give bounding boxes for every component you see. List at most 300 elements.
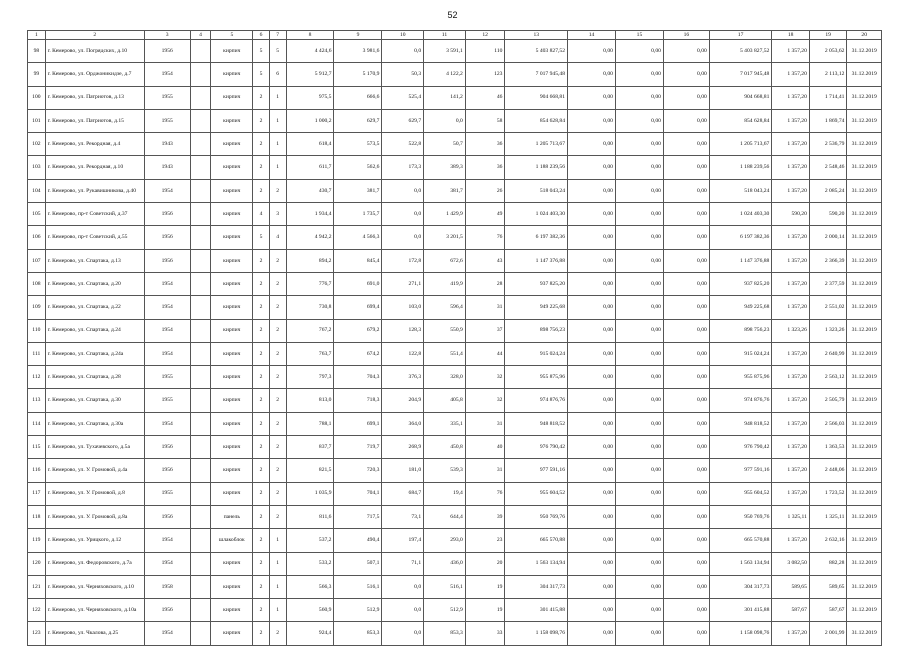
table-cell: 2 053,62 <box>809 40 847 63</box>
table-cell: 0,0 <box>382 599 424 622</box>
table-cell <box>190 505 211 528</box>
table-cell: 854 628,84 <box>709 109 772 132</box>
table-cell <box>190 40 211 63</box>
table-cell: 611,7 <box>286 156 334 179</box>
table-row <box>28 179 882 202</box>
table-cell: г. Кемерово, ул. Орджоникидзе, д.7 <box>45 63 144 86</box>
table-cell: 0,00 <box>663 459 709 482</box>
table-cell: 949 225,68 <box>709 296 772 319</box>
table-cell: 1 869,74 <box>809 109 847 132</box>
table-cell: 949 225,68 <box>505 296 568 319</box>
table-cell: кирпич <box>211 599 253 622</box>
column-header-13: 13 <box>505 31 568 40</box>
table-cell <box>190 529 211 552</box>
table-cell: 629,7 <box>382 109 424 132</box>
table-cell: 0,00 <box>615 226 663 249</box>
table-cell: 2 <box>269 342 286 365</box>
table-cell: 31.12.2019 <box>847 86 882 109</box>
table-cell: 49 <box>465 203 505 226</box>
table-cell: кирпич <box>211 249 253 272</box>
table-cell: 43 <box>465 249 505 272</box>
table-cell <box>190 156 211 179</box>
table-cell: 46 <box>465 86 505 109</box>
table-cell: 2 <box>269 296 286 319</box>
table-cell: 763,7 <box>286 342 334 365</box>
table-cell: 1 325,11 <box>809 505 847 528</box>
table-cell: 2 <box>253 412 270 435</box>
table-cell: 5 170,9 <box>334 63 382 86</box>
table-cell: 31.12.2019 <box>847 203 882 226</box>
table-cell <box>190 342 211 365</box>
table-cell: 0,00 <box>663 505 709 528</box>
page-number: 52 <box>447 10 458 20</box>
table-cell: кирпич <box>211 366 253 389</box>
table-cell: 1958 <box>144 575 190 598</box>
table-cell: 44 <box>465 342 505 365</box>
table-row <box>28 272 882 295</box>
table-cell: 2 <box>253 319 270 342</box>
column-header-2: 2 <box>45 31 144 40</box>
table-cell: 0,00 <box>663 86 709 109</box>
table-cell: 0,00 <box>615 389 663 412</box>
table-cell: 518 043,24 <box>709 179 772 202</box>
table-cell: 36 <box>465 156 505 179</box>
table-cell: 0,00 <box>568 296 616 319</box>
table-cell <box>190 86 211 109</box>
table-cell: 1 <box>269 575 286 598</box>
table-cell: 71,1 <box>382 552 424 575</box>
table-cell: 512,9 <box>334 599 382 622</box>
table-cell: г. Кемерово, ул. Спартака, д.30 <box>45 389 144 412</box>
table-cell: 937 825,20 <box>505 272 568 295</box>
table-cell: кирпич <box>211 459 253 482</box>
table-cell: 566,3 <box>286 575 334 598</box>
table-cell: 2 <box>253 389 270 412</box>
table-cell: панель <box>211 505 253 528</box>
table-cell: 853,3 <box>334 622 382 645</box>
table-cell: 2 366,39 <box>809 249 847 272</box>
table-cell: 699,4 <box>334 296 382 319</box>
table-row <box>28 86 882 109</box>
table-cell: 0,00 <box>663 179 709 202</box>
table-row <box>28 459 882 482</box>
table-cell: 955 604,52 <box>709 482 772 505</box>
table-cell: 1 <box>269 156 286 179</box>
table-cell: 0,00 <box>615 412 663 435</box>
table-cell: 109 <box>28 296 46 319</box>
table-cell: 882,28 <box>809 552 847 575</box>
table-cell: 2 640,99 <box>809 342 847 365</box>
table-cell: 2 <box>269 319 286 342</box>
table-cell: 73,1 <box>382 505 424 528</box>
table-cell: 0,00 <box>615 342 663 365</box>
table-cell <box>190 366 211 389</box>
table-cell: 1956 <box>144 226 190 249</box>
table-cell: 0,00 <box>568 319 616 342</box>
table-cell: 31.12.2019 <box>847 622 882 645</box>
table-cell: 101 <box>28 109 46 132</box>
table-cell: кирпич <box>211 109 253 132</box>
table-row <box>28 296 882 319</box>
table-cell: 19 <box>465 575 505 598</box>
table-cell: 5 403 827,52 <box>709 40 772 63</box>
table-cell: кирпич <box>211 296 253 319</box>
table-cell: 2 <box>253 342 270 365</box>
table-cell: 1 357,20 <box>772 436 810 459</box>
table-cell: 1956 <box>144 40 190 63</box>
column-header-18: 18 <box>772 31 810 40</box>
table-cell: 1954 <box>144 272 190 295</box>
table-cell: 2 <box>253 459 270 482</box>
column-header-11: 11 <box>424 31 466 40</box>
table-cell: 76 <box>465 226 505 249</box>
table-cell: 0,00 <box>615 296 663 319</box>
table-cell: 121 <box>28 575 46 598</box>
table-cell: 1956 <box>144 203 190 226</box>
table-cell: кирпич <box>211 482 253 505</box>
table-cell: 955 875,96 <box>505 366 568 389</box>
table-cell: 0,00 <box>663 342 709 365</box>
table-cell: 0,00 <box>568 505 616 528</box>
table-cell: 522,8 <box>382 133 424 156</box>
table-cell: кирпич <box>211 319 253 342</box>
table-cell: 405,8 <box>424 389 466 412</box>
table-cell: 2 <box>253 552 270 575</box>
table-cell: 0,00 <box>568 179 616 202</box>
table-cell: кирпич <box>211 203 253 226</box>
table-cell: 955 875,96 <box>709 366 772 389</box>
table-cell: 1954 <box>144 412 190 435</box>
table-cell: 113 <box>28 389 46 412</box>
table-cell: 915 024,24 <box>505 342 568 365</box>
table-cell: 173,3 <box>382 156 424 179</box>
table-cell: г. Кемерово, ул. Черняховского, д.10 <box>45 575 144 598</box>
table-cell: 328,0 <box>424 366 466 389</box>
table-cell: 974 876,76 <box>505 389 568 412</box>
table-cell: 111 <box>28 342 46 365</box>
table-row <box>28 133 882 156</box>
table-cell <box>190 482 211 505</box>
table-cell <box>190 599 211 622</box>
table-cell: 950 769,76 <box>709 505 772 528</box>
table-cell: 1 357,20 <box>772 366 810 389</box>
table-cell: 2 085,24 <box>809 179 847 202</box>
table-cell: 2 <box>269 389 286 412</box>
table-cell: 1 357,20 <box>772 482 810 505</box>
table-cell: 512,9 <box>424 599 466 622</box>
table-cell: 590,20 <box>772 203 810 226</box>
table-cell: 2 632,16 <box>809 529 847 552</box>
table-cell: 1 <box>269 133 286 156</box>
table-cell: 1 363,53 <box>809 436 847 459</box>
table-cell: 2 <box>253 249 270 272</box>
table-row <box>28 575 882 598</box>
table-cell: 0,00 <box>615 40 663 63</box>
table-cell: 2 536,79 <box>809 133 847 156</box>
table-cell: 122 <box>28 599 46 622</box>
table-cell: 539,3 <box>424 459 466 482</box>
table-cell: 2 <box>253 482 270 505</box>
table-cell <box>190 179 211 202</box>
table-cell <box>190 296 211 319</box>
table-cell: 117 <box>28 482 46 505</box>
table-cell <box>190 203 211 226</box>
column-header-19: 19 <box>809 31 847 40</box>
table-cell: 1 714,41 <box>809 86 847 109</box>
table-cell: 293,0 <box>424 529 466 552</box>
table-cell: 31.12.2019 <box>847 599 882 622</box>
table-cell: 665 570,88 <box>505 529 568 552</box>
table-cell: 99 <box>28 63 46 86</box>
table-cell: кирпич <box>211 156 253 179</box>
table-cell: 31 <box>465 296 505 319</box>
table-cell: 1954 <box>144 319 190 342</box>
table-cell: кирпич <box>211 389 253 412</box>
table-cell: 5 403 827,52 <box>505 40 568 63</box>
column-header-20: 20 <box>847 31 882 40</box>
table-cell: 2 <box>253 366 270 389</box>
table-cell: 0,00 <box>568 203 616 226</box>
table-cell: 1954 <box>144 622 190 645</box>
table-cell: 490,4 <box>334 529 382 552</box>
table-cell: 128,3 <box>382 319 424 342</box>
table-cell: 2 <box>253 109 270 132</box>
table-cell: 0,00 <box>663 622 709 645</box>
table-cell: 37 <box>465 319 505 342</box>
table-cell: 767,2 <box>286 319 334 342</box>
table-cell: 0,00 <box>615 249 663 272</box>
table-cell: 7 017 945,48 <box>709 63 772 86</box>
table-cell: 0,00 <box>663 319 709 342</box>
table-cell: 1 357,20 <box>772 40 810 63</box>
table-cell: 1 357,20 <box>772 389 810 412</box>
table-cell: 381,7 <box>334 179 382 202</box>
table-cell <box>190 575 211 598</box>
table-cell: 301 415,88 <box>505 599 568 622</box>
table-cell: 301 415,88 <box>709 599 772 622</box>
column-number-row <box>28 31 882 40</box>
table-cell: 0,00 <box>663 412 709 435</box>
table-cell: 1 205 713,67 <box>709 133 772 156</box>
table-cell: 31.12.2019 <box>847 389 882 412</box>
column-header-16: 16 <box>663 31 709 40</box>
table-cell: 0,00 <box>568 575 616 598</box>
table-cell: 123 <box>465 63 505 86</box>
table-cell: 376,3 <box>382 366 424 389</box>
table-cell: 1 323,26 <box>809 319 847 342</box>
column-header-14: 14 <box>568 31 616 40</box>
table-cell: 2 563,12 <box>809 366 847 389</box>
table-cell: 2 <box>269 249 286 272</box>
table-cell: 0,00 <box>615 552 663 575</box>
table-cell: 4 122,2 <box>424 63 466 86</box>
table-cell: кирпич <box>211 575 253 598</box>
table-cell: 2 <box>253 133 270 156</box>
column-header-1: 1 <box>28 31 46 40</box>
table-cell: 1956 <box>144 436 190 459</box>
table-cell: 0,00 <box>568 226 616 249</box>
table-cell: 1 357,20 <box>772 249 810 272</box>
table-cell: 419,9 <box>424 272 466 295</box>
table-cell: 100 <box>28 86 46 109</box>
table-header <box>28 31 882 40</box>
table-cell: 1 188 239,56 <box>505 156 568 179</box>
table-cell: г. Кемерово, ул. Погрядских, д.10 <box>45 40 144 63</box>
table-cell: 560,9 <box>286 599 334 622</box>
column-header-5: 5 <box>211 31 253 40</box>
table-cell: 0,00 <box>615 436 663 459</box>
table-cell: 679,2 <box>334 319 382 342</box>
table-cell: 0,00 <box>568 63 616 86</box>
table-cell: 118 <box>28 505 46 528</box>
table-cell: г. Кемерово, ул. У. Громовой, д.4а <box>45 459 144 482</box>
table-cell: 31.12.2019 <box>847 226 882 249</box>
housing-registry-table <box>27 30 882 646</box>
table-cell: 1 357,20 <box>772 133 810 156</box>
table-cell: г. Кемерово, ул. Спартака, д.24 <box>45 319 144 342</box>
table-cell: 31.12.2019 <box>847 249 882 272</box>
table-cell <box>190 272 211 295</box>
table-cell: 23 <box>465 529 505 552</box>
table-cell: 618,4 <box>286 133 334 156</box>
table-cell: 115 <box>28 436 46 459</box>
table-cell: 119 <box>28 529 46 552</box>
table-cell: 110 <box>465 40 505 63</box>
table-cell: 0,00 <box>568 86 616 109</box>
table-cell: 0,00 <box>568 272 616 295</box>
table-cell: 2 <box>269 412 286 435</box>
table-cell: 2 551,02 <box>809 296 847 319</box>
table-cell: 976 790,42 <box>709 436 772 459</box>
table-cell: 1 024 403,30 <box>505 203 568 226</box>
table-cell: 1 024 403,30 <box>709 203 772 226</box>
table-cell: 0,00 <box>568 40 616 63</box>
table-cell: 1955 <box>144 109 190 132</box>
table-cell: 0,00 <box>663 249 709 272</box>
table-cell: 674,2 <box>334 342 382 365</box>
table-cell: 1 <box>269 109 286 132</box>
table-cell: 0,00 <box>615 63 663 86</box>
table-cell: 0,00 <box>568 249 616 272</box>
table-cell: 704,1 <box>334 482 382 505</box>
table-cell: 0,00 <box>615 505 663 528</box>
table-cell: 0,00 <box>615 319 663 342</box>
table-cell: 1 357,20 <box>772 63 810 86</box>
table-cell: 1 357,20 <box>772 179 810 202</box>
table-cell: 0,00 <box>663 599 709 622</box>
column-header-4: 4 <box>190 31 211 40</box>
table-cell: 32 <box>465 366 505 389</box>
table-cell: 1 357,20 <box>772 109 810 132</box>
table-cell: 2 <box>269 482 286 505</box>
table-cell: 1 563 134,94 <box>505 552 568 575</box>
table-cell <box>190 552 211 575</box>
table-cell: 1 035,9 <box>286 482 334 505</box>
table-cell: 103,0 <box>382 296 424 319</box>
table-cell: 837,7 <box>286 436 334 459</box>
table-cell: 102 <box>28 133 46 156</box>
table-cell: 904 668,81 <box>709 86 772 109</box>
table-cell: 776,7 <box>286 272 334 295</box>
table-cell: 1 147 376,88 <box>709 249 772 272</box>
table-cell: 108 <box>28 272 46 295</box>
table-cell: 4 <box>269 226 286 249</box>
table-cell: 0,00 <box>568 622 616 645</box>
table-cell: 1 158 098,76 <box>709 622 772 645</box>
table-row <box>28 622 882 645</box>
table-cell: 0,00 <box>568 436 616 459</box>
table-cell: 0,00 <box>615 203 663 226</box>
column-header-8: 8 <box>286 31 334 40</box>
table-cell: 525,4 <box>382 86 424 109</box>
table-cell: 2 <box>253 156 270 179</box>
table-cell: 665 570,88 <box>709 529 772 552</box>
table-cell: 0,0 <box>424 109 466 132</box>
table-cell <box>190 109 211 132</box>
table-cell: 2 <box>269 505 286 528</box>
table-cell <box>190 622 211 645</box>
table-cell: 28 <box>465 272 505 295</box>
column-header-17: 17 <box>709 31 772 40</box>
table-cell: кирпич <box>211 40 253 63</box>
table-cell: г. Кемерово, пр-т Советский, д.37 <box>45 203 144 226</box>
table-cell: 0,00 <box>663 226 709 249</box>
table-cell: 666,6 <box>334 86 382 109</box>
table-cell: 50,7 <box>424 133 466 156</box>
table-cell: 20 <box>465 552 505 575</box>
table-cell: 107 <box>28 249 46 272</box>
table-cell: 0,00 <box>615 366 663 389</box>
table-cell: 589,65 <box>772 575 810 598</box>
table-cell: кирпич <box>211 63 253 86</box>
table-cell: 31.12.2019 <box>847 272 882 295</box>
table-cell: 0,00 <box>663 40 709 63</box>
table-cell: кирпич <box>211 86 253 109</box>
table-cell: 5 912,7 <box>286 63 334 86</box>
table-cell: г. Кемерово, ул. Урицкого, д.12 <box>45 529 144 552</box>
table-cell: 2 <box>253 505 270 528</box>
table-cell: 6 <box>269 63 286 86</box>
table-cell: 797,3 <box>286 366 334 389</box>
table-cell: 1 000,2 <box>286 109 334 132</box>
table-cell: кирпич <box>211 179 253 202</box>
table-cell: 31 <box>465 412 505 435</box>
table-cell: г. Кемерово, ул. Рекордная, д.10 <box>45 156 144 179</box>
table-cell: 104 <box>28 179 46 202</box>
table-cell: 2 <box>253 575 270 598</box>
table-cell: 33 <box>465 622 505 645</box>
table-cell: г. Кемерово, ул. Спартака, д.13 <box>45 249 144 272</box>
table-cell: 573,5 <box>334 133 382 156</box>
table-cell: 1 147 376,88 <box>505 249 568 272</box>
table-cell: 2 448,06 <box>809 459 847 482</box>
table-cell: 1955 <box>144 86 190 109</box>
table-cell: 1 357,20 <box>772 296 810 319</box>
table-cell: 550,9 <box>424 319 466 342</box>
table-cell: 114 <box>28 412 46 435</box>
table-cell: 2 <box>253 622 270 645</box>
table-cell: кирпич <box>211 622 253 645</box>
table-cell: 2 566,03 <box>809 412 847 435</box>
table-cell: 120 <box>28 552 46 575</box>
table-cell: 1 357,20 <box>772 156 810 179</box>
table-cell: 0,00 <box>615 599 663 622</box>
table-cell: 587,67 <box>772 599 810 622</box>
table-cell: 975,5 <box>286 86 334 109</box>
table-cell <box>190 389 211 412</box>
table-cell: 1954 <box>144 296 190 319</box>
table-cell: 0,00 <box>615 156 663 179</box>
